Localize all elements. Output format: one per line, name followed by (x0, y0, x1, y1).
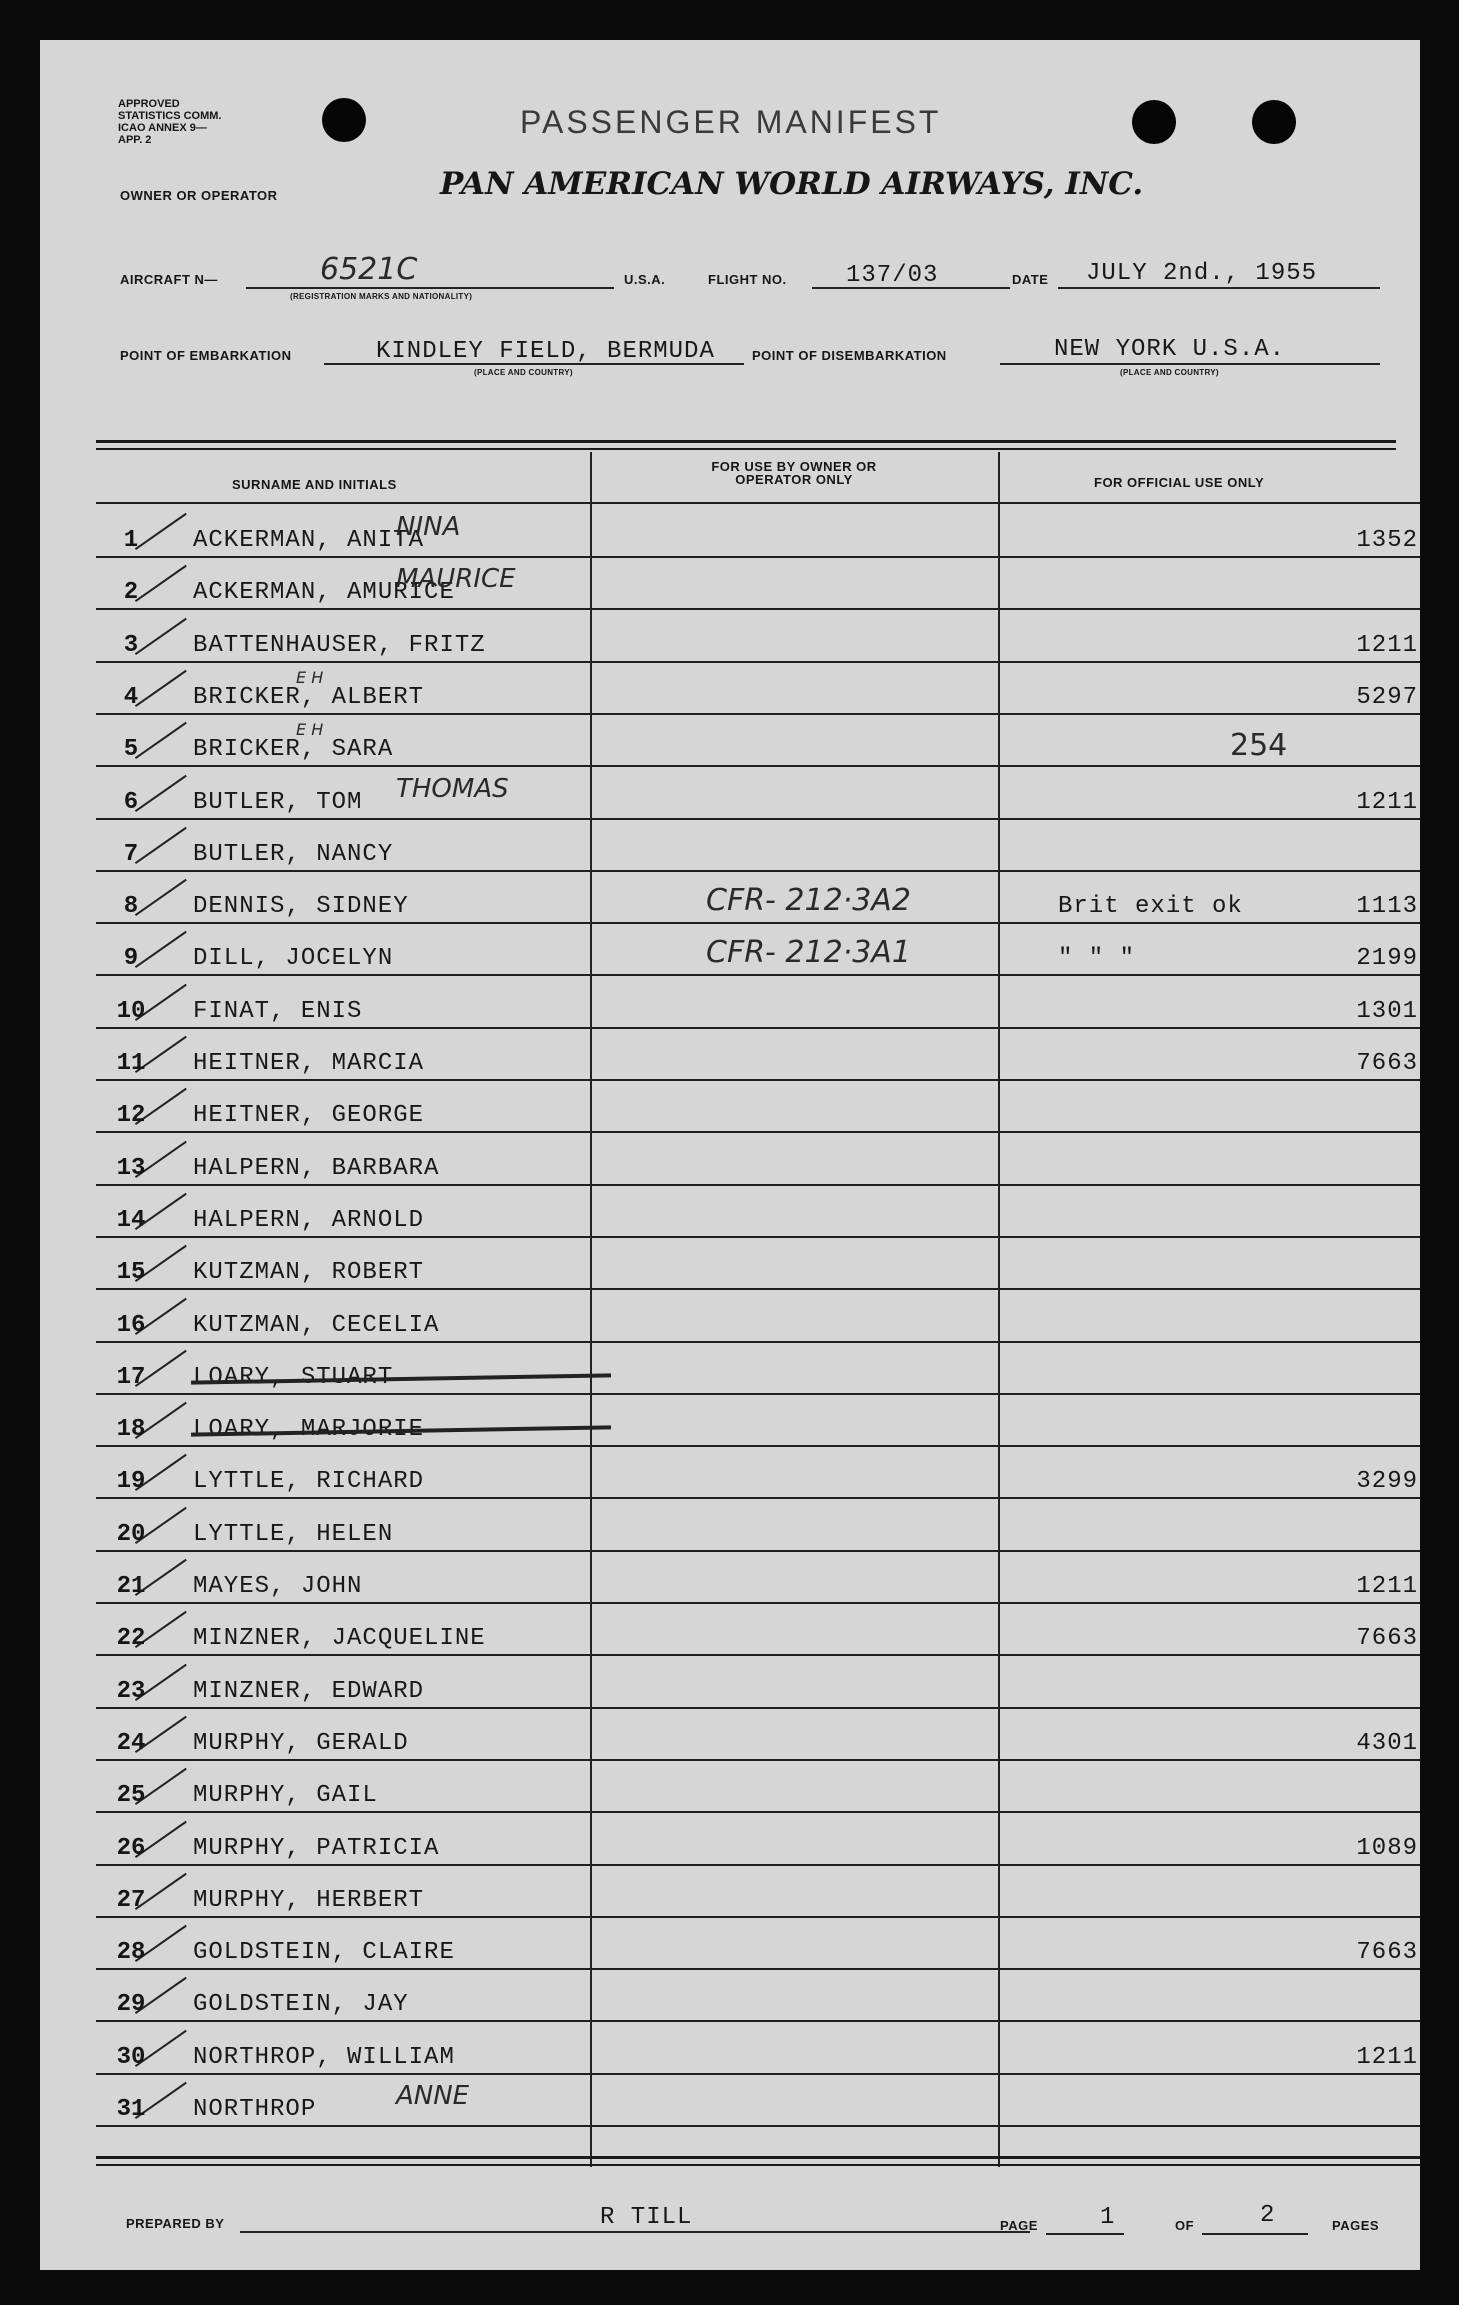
row-number: 2 (123, 579, 139, 607)
official-code: 2199 (1356, 945, 1418, 973)
row-number: 9 (123, 945, 139, 973)
row-rule (96, 2125, 1420, 2127)
row-number: 16 (116, 1311, 146, 1339)
passenger-name: HEITNER, MARCIA (193, 1050, 425, 1077)
page-label: PAGE (1000, 2218, 1038, 2233)
table-row (96, 1186, 1420, 1238)
aircraft-value: 6521C (320, 252, 418, 287)
passenger-name: HALPERN, BARBARA (193, 1154, 440, 1182)
row-number: 13 (116, 1154, 146, 1182)
official-code: 7663 (1356, 1939, 1418, 1967)
embarkation-label: POINT OF EMBARKATION (120, 348, 292, 363)
official-code: 4301 (1356, 1729, 1418, 1757)
passenger-name: ACKERMAN, AMURICE (193, 579, 455, 607)
table-row (96, 1238, 1420, 1290)
row-number: 23 (116, 1677, 146, 1705)
table-row (96, 1447, 1420, 1499)
handwritten-note: NINA (396, 512, 461, 542)
flight-label: FLIGHT NO. (708, 272, 787, 287)
passenger-name: NORTHROP (193, 2096, 317, 2123)
page-value: 1 (1100, 2204, 1116, 2231)
table-row (96, 1081, 1420, 1133)
official-code: 5297 (1356, 683, 1418, 711)
row-number: 25 (116, 1782, 146, 1810)
column-header-owner-use: FOR USE BY OWNER OR OPERATOR ONLY (711, 459, 877, 487)
table-row (96, 663, 1420, 715)
row-number: 17 (116, 1363, 146, 1391)
passenger-name: BATTENHAUSER, FRITZ (193, 631, 486, 659)
date-underline (1058, 287, 1380, 289)
row-number: 6 (123, 788, 139, 816)
disembarkation-underline (1000, 363, 1380, 365)
passenger-name: BRICKER, ALBERT (193, 683, 425, 711)
country-label: U.S.A. (624, 272, 666, 287)
table-row (96, 768, 1420, 820)
row-number: 8 (123, 893, 139, 921)
table-row (96, 2023, 1420, 2075)
passenger-name: KUTZMAN, CECELIA (193, 1311, 440, 1339)
passenger-name: HALPERN, ARNOLD (193, 1206, 425, 1234)
official-code: 1211 (1356, 788, 1418, 816)
table-row (96, 1709, 1420, 1761)
passenger-name: LYTTLE, HELEN (193, 1520, 394, 1548)
row-number: 30 (116, 2043, 146, 2071)
row-number: 20 (116, 1520, 146, 1548)
official-note: " " " (1058, 945, 1136, 973)
row-number: 15 (116, 1259, 146, 1287)
table-row (96, 1500, 1420, 1552)
table-row (96, 715, 1420, 767)
passenger-name: MURPHY, PATRICIA (193, 1834, 440, 1862)
passenger-name: NORTHROP, WILLIAM (193, 2043, 455, 2071)
table-bottom-rule (96, 2164, 1420, 2166)
row-number: 28 (116, 1939, 146, 1967)
row-number: 3 (123, 631, 139, 659)
passenger-name: ACKERMAN, ANITA (193, 527, 425, 554)
embarkation-value: KINDLEY FIELD, BERMUDA (376, 338, 715, 365)
disembarkation-label: POINT OF DISEMBARKATION (752, 348, 947, 363)
handwritten-note: THOMAS (396, 773, 509, 804)
official-code: 1301 (1356, 997, 1418, 1025)
passenger-name: MURPHY, GAIL (193, 1782, 378, 1810)
passenger-name: KUTZMAN, ROBERT (193, 1259, 425, 1287)
handwritten-note: E H (296, 667, 324, 687)
official-code: 7663 (1356, 1625, 1418, 1653)
table-row (96, 1395, 1420, 1447)
date-label: DATE (1012, 272, 1049, 287)
disembarkation-value: NEW YORK U.S.A. (1054, 336, 1286, 363)
table-row (96, 820, 1420, 872)
table-row (96, 1918, 1420, 1970)
punch-hole (1132, 100, 1176, 144)
official-code: 1352 (1356, 527, 1418, 554)
row-number: 24 (116, 1729, 146, 1757)
table-top-rule (96, 440, 1396, 443)
disembarkation-caption: (PLACE AND COUNTRY) (1120, 368, 1219, 377)
row-number: 7 (123, 840, 139, 868)
row-number: 18 (116, 1416, 146, 1444)
aircraft-underline (246, 287, 614, 289)
passenger-name: BUTLER, NANCY (193, 840, 394, 868)
row-number: 29 (116, 1991, 146, 2019)
flight-value: 137/03 (846, 262, 939, 289)
passenger-name: GOLDSTEIN, JAY (193, 1991, 409, 2019)
passenger-name: GOLDSTEIN, CLAIRE (193, 1939, 455, 1967)
row-number: 31 (116, 2096, 146, 2123)
table-top-rule (96, 448, 1396, 450)
official-note: 254 (1230, 728, 1288, 764)
row-number: 14 (116, 1206, 146, 1234)
table-bottom-rule (96, 2156, 1420, 2159)
prepared-value: R TILL (600, 2204, 693, 2231)
table-row (96, 1970, 1420, 2022)
official-code: 1211 (1356, 2043, 1418, 2071)
table-row (96, 872, 1420, 924)
table-row (96, 1657, 1420, 1709)
passenger-name: LOARY, STUART (193, 1363, 394, 1391)
prepared-underline (240, 2231, 1030, 2233)
table-row (96, 2075, 1420, 2127)
row-number: 21 (116, 1573, 146, 1600)
official-code: 1113 (1356, 893, 1418, 921)
column-header-surname: SURNAME AND INITIALS (232, 477, 397, 492)
owner-label: OWNER OR OPERATOR (120, 188, 278, 203)
official-code: 1211 (1356, 631, 1418, 659)
passenger-name: MAYES, JOHN (193, 1573, 363, 1600)
aircraft-label: AIRCRAFT N— (120, 272, 218, 287)
table-row (96, 1604, 1420, 1656)
table-row (96, 1814, 1420, 1866)
passenger-name: HEITNER, GEORGE (193, 1102, 425, 1130)
table-row (96, 506, 1420, 558)
registration-caption: (REGISTRATION MARKS AND NATIONALITY) (290, 292, 473, 301)
table-row (96, 1029, 1420, 1081)
table-row (96, 1291, 1420, 1343)
row-number: 19 (116, 1468, 146, 1496)
official-note: Brit exit ok (1058, 893, 1243, 921)
row-number: 11 (116, 1050, 146, 1077)
passenger-name: DILL, JOCELYN (193, 945, 394, 973)
passenger-name: LYTTLE, RICHARD (193, 1468, 425, 1496)
owner-note: CFR- 212·3A2 (706, 883, 911, 919)
table-row (96, 1134, 1420, 1186)
official-code: 1089 (1356, 1834, 1418, 1862)
handwritten-note: ANNE (396, 2081, 470, 2111)
table-row (96, 924, 1420, 976)
header-rule (96, 502, 1420, 504)
row-number: 5 (123, 736, 139, 764)
table-row (96, 1761, 1420, 1813)
passenger-name: MURPHY, GERALD (193, 1729, 409, 1757)
passenger-name: MINZNER, JACQUELINE (193, 1625, 486, 1653)
table-row (96, 611, 1420, 663)
approval-text: APPROVED STATISTICS COMM. ICAO ANNEX 9—APP. 2 (118, 98, 222, 146)
page-underline (1046, 2233, 1124, 2235)
prepared-label: PREPARED BY (126, 2216, 225, 2231)
punch-hole (1252, 100, 1296, 144)
passenger-name: MURPHY, HERBERT (193, 1886, 425, 1914)
page-title: PASSENGER MANIFEST (520, 104, 942, 140)
table-row (96, 1343, 1420, 1395)
manifest-sheet (40, 40, 1420, 2270)
pages-label: PAGES (1332, 2218, 1380, 2233)
official-code: 7663 (1356, 1050, 1418, 1077)
row-number: 1 (123, 527, 139, 554)
total-underline (1202, 2233, 1308, 2235)
row-number: 10 (116, 997, 146, 1025)
punch-hole (322, 98, 366, 142)
column-header-official-use: FOR OFFICIAL USE ONLY (1094, 475, 1265, 490)
table-row (96, 558, 1420, 610)
handwritten-note: MAURICE (396, 564, 516, 595)
official-code: 1211 (1356, 1573, 1418, 1600)
table-row (96, 1866, 1420, 1918)
official-code: 3299 (1356, 1468, 1418, 1496)
embarkation-caption: (PLACE AND COUNTRY) (474, 368, 573, 377)
passenger-name: LOARY, MARJORIE (193, 1416, 425, 1444)
passenger-name: FINAT, ENIS (193, 997, 363, 1025)
total-pages-value: 2 (1260, 2202, 1276, 2229)
table-row (96, 977, 1420, 1029)
row-number: 4 (123, 683, 139, 711)
row-number: 12 (116, 1102, 146, 1130)
table-row (96, 1552, 1420, 1604)
row-number: 26 (116, 1834, 146, 1862)
passenger-name: BRICKER, SARA (193, 736, 394, 764)
handwritten-note: E H (296, 720, 324, 740)
row-number: 27 (116, 1886, 146, 1914)
passenger-name: MINZNER, EDWARD (193, 1677, 425, 1705)
operator-name: PAN AMERICAN WORLD AIRWAYS, INC. (440, 166, 1144, 202)
date-value: JULY 2nd., 1955 (1086, 260, 1318, 287)
owner-note: CFR- 212·3A1 (706, 935, 911, 971)
passenger-name: DENNIS, SIDNEY (193, 893, 409, 921)
passenger-name: BUTLER, TOM (193, 788, 363, 816)
of-label: OF (1175, 2218, 1195, 2233)
row-number: 22 (116, 1625, 146, 1653)
